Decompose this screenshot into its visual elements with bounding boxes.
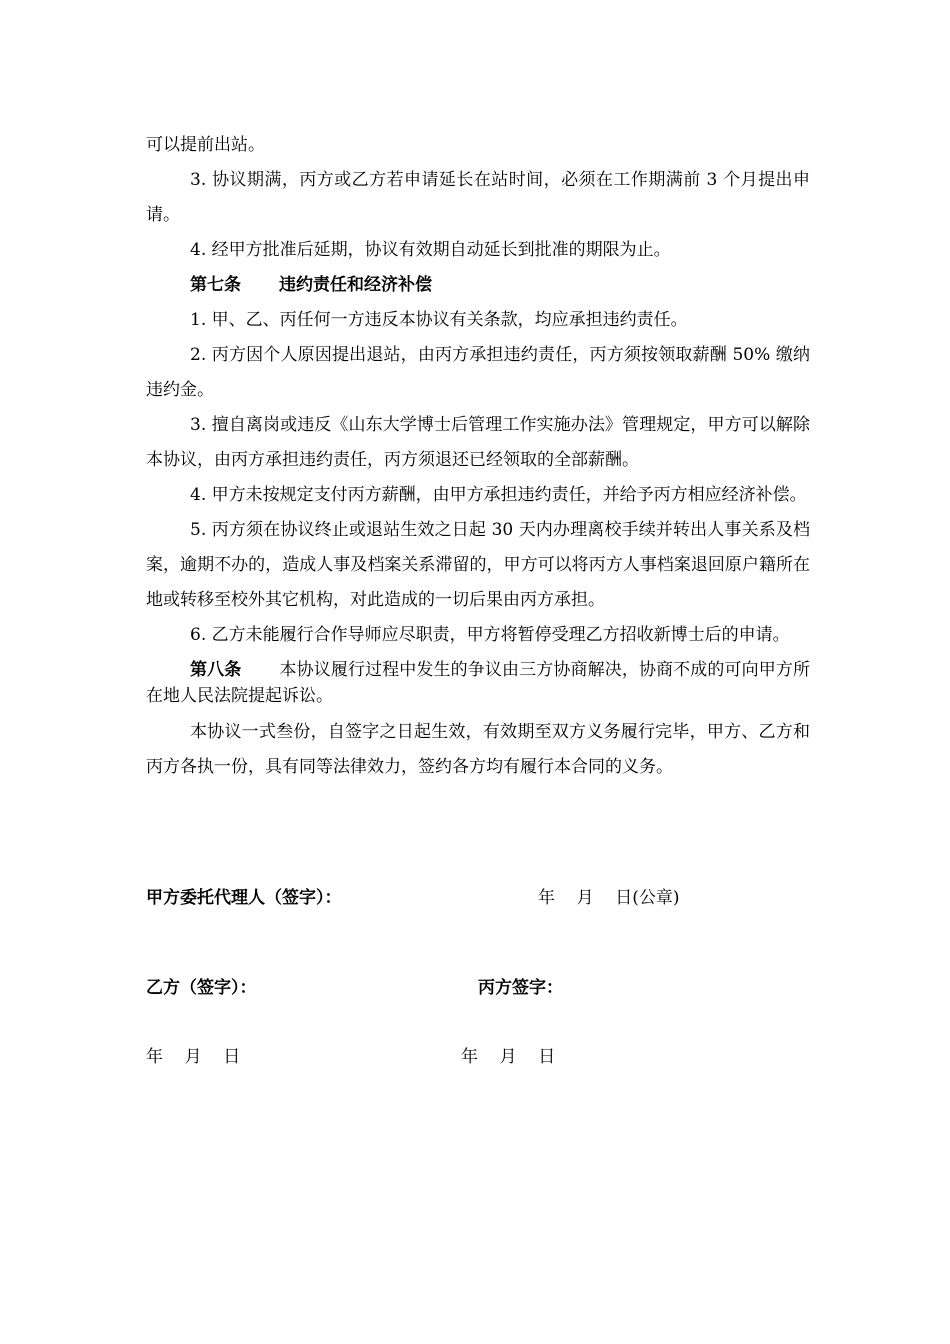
article-8-paragraph — [146, 657, 810, 709]
party-a-date-seal: 年 月 日(公章) — [538, 888, 680, 908]
article-7-number: 第七条 — [190, 275, 241, 295]
party-b-date: 年 月 日 — [146, 1047, 241, 1067]
paragraph-continuation: 可以提前出站。 — [146, 135, 265, 155]
party-c-signature-label: 丙方签字： — [478, 978, 563, 998]
paragraph-clause-6-3: 3. 协议期满，丙方或乙方若申请延长在站时间，必须在工作期满前 3 个月提出申请。 — [146, 170, 810, 225]
paragraph-clause-7-3: 3. 擅自离岗或违反《山东大学博士后管理工作实施办法》管理规定，甲方可以解除本协议，由丙方承担违约责任，丙方须退还已经领取的全部薪酬。 — [146, 415, 810, 470]
contract-body — [146, 128, 810, 785]
party-b-signature-label: 乙方（签字）： — [146, 978, 257, 998]
article-8-text: 本协议履行过程中发生的争议由三方协商解决，协商不成的可向甲方所在地人民法院提起诉讼。 — [146, 660, 811, 706]
paragraph-clause-7-1: 1. 甲、乙、丙任何一方违反本协议有关条款，均应承担违约责任。 — [190, 310, 688, 330]
paragraph-validity: 本协议一式叁份，自签字之日起生效，有效期至双方义务履行完毕，甲方、乙方和丙方各执一份，具有同等法律效力，签约各方均有履行本合同的义务。 — [146, 722, 810, 777]
party-a-agent-signature-label: 甲方委托代理人（签字）： — [146, 888, 342, 908]
party-c-date: 年 月 日 — [461, 1047, 556, 1067]
article-7-title: 违约责任和经济补偿 — [279, 275, 432, 295]
paragraph-clause-7-5: 5. 丙方须在协议终止或退站生效之日起 30 天内办理离校手续并转出人事关系及档案，逾期不办的，造成人事及档案关系滞留的，甲方可以将丙方人事档案退回原户籍所在地或转移至校外其它机构，对此造成的一切后果由丙方承担。 — [146, 520, 810, 610]
paragraph-clause-7-2: 2. 丙方因个人原因提出退站，由丙方承担违约责任，丙方须按领取薪酬 50% 缴纳违约金。 — [146, 345, 810, 400]
paragraph-clause-7-4: 4. 甲方未按规定支付丙方薪酬，由甲方承担违约责任，并给予丙方相应经济补偿。 — [190, 485, 807, 505]
paragraph-clause-6-4: 4. 经甲方批准后延期，协议有效期自动延长到批准的期限为止。 — [190, 240, 671, 260]
paragraph-clause-7-6: 6. 乙方未能履行合作导师应尽职责，甲方将暂停受理乙方招收新博士后的申请。 — [190, 625, 790, 645]
article-8-number: 第八条 — [190, 660, 242, 680]
article-7-heading — [146, 268, 810, 303]
